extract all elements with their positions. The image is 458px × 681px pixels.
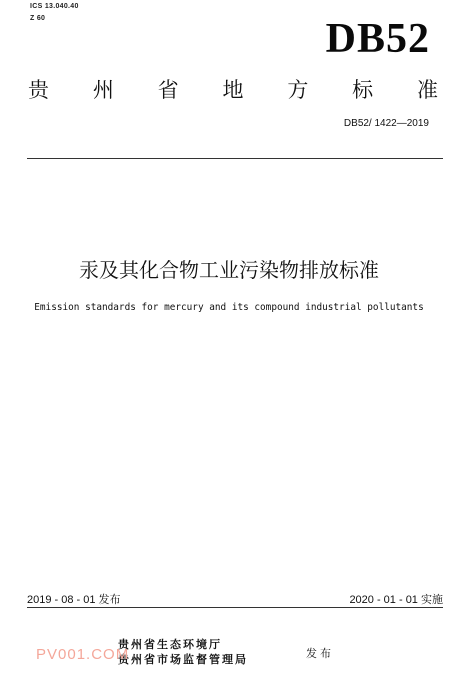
- issue-date: 2019 - 08 - 01 发布: [27, 594, 121, 606]
- title-char: 贵: [28, 78, 49, 102]
- divider-bottom: [27, 607, 443, 608]
- publish-label: 发布: [306, 647, 334, 660]
- title-char: 州: [92, 78, 114, 102]
- watermark: PV001.COM: [36, 646, 130, 663]
- db-logo: DB52: [325, 16, 430, 62]
- title-char: 标: [352, 78, 374, 102]
- document-title-en: Emission standards for mercury and its compound industrial pollutants: [34, 302, 424, 313]
- divider-top: [27, 158, 443, 159]
- standard-number: DB52/ 1422—2019: [343, 118, 429, 129]
- implementation-date: 2020 - 01 - 01 实施: [349, 594, 443, 606]
- ics-code: ICS 13.040.40: [30, 3, 79, 10]
- title-char: 方: [287, 78, 309, 102]
- title-char: 省: [157, 78, 179, 102]
- standard-type-title: [28, 77, 438, 103]
- title-char: 地: [222, 78, 244, 102]
- title-char: 准: [416, 78, 438, 102]
- issuer-ecology-dept: 贵州省生态环境厅: [118, 638, 222, 651]
- classification-code: Z 60: [30, 15, 46, 22]
- issuer-market-bureau: 贵州省市场监督管理局: [118, 653, 248, 666]
- document-title-cn: 汞及其化合物工业污染物排放标准: [79, 258, 379, 282]
